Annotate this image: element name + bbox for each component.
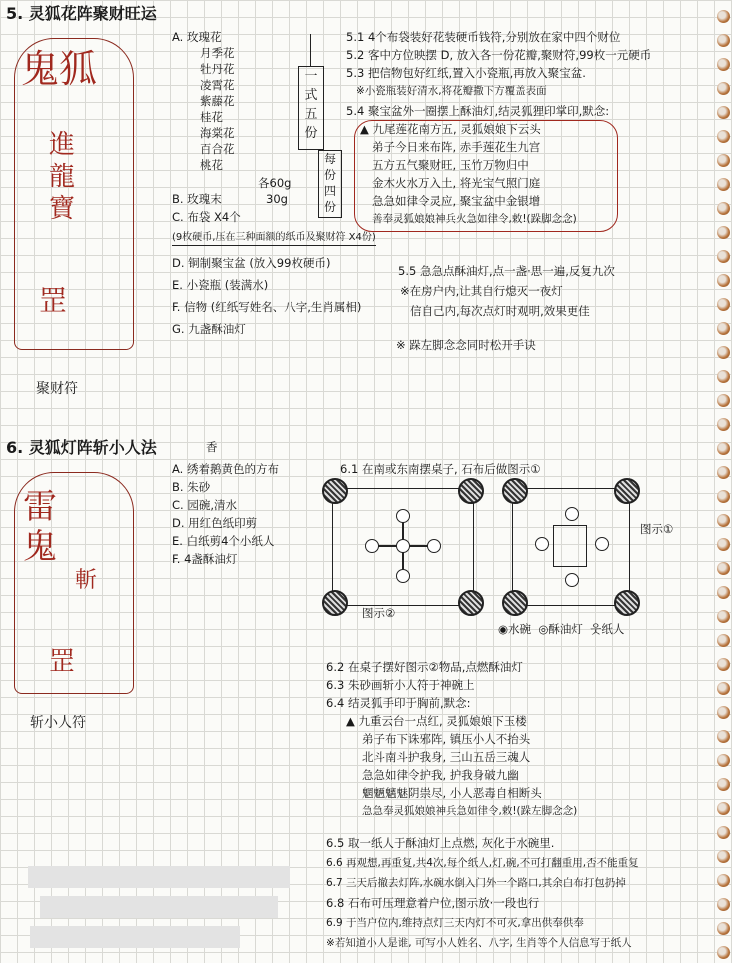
note: (9枚硬币,压在三种面额的纸币及聚财符 X4份) — [172, 230, 376, 246]
list-item: 月季花 — [200, 46, 235, 60]
list-item: G. 九盏酥油灯 — [172, 322, 246, 336]
redacted-block — [30, 926, 240, 948]
legend-label: 纸人 — [601, 622, 625, 636]
step-line: 信自己内,每次点灯时观明,效果更佳 — [410, 304, 590, 318]
binding-ring — [717, 946, 730, 959]
list-item: B. 朱砂 — [172, 480, 211, 494]
lamp-icon — [458, 478, 484, 504]
lamp-icon — [458, 590, 484, 616]
binding-ring — [717, 514, 730, 527]
binding-ring — [717, 922, 730, 935]
binding-ring — [717, 682, 730, 695]
binding-ring — [717, 298, 730, 311]
binding-ring — [717, 82, 730, 95]
chant-line: 金木火水万入土, 将光宝气照门庭 — [372, 176, 541, 190]
talisman-curse — [14, 472, 134, 694]
lamp-icon — [614, 478, 640, 504]
binding-ring — [717, 730, 730, 743]
binding-ring — [717, 370, 730, 383]
list-item: E. 白纸剪4个小纸人 — [172, 534, 275, 548]
list-item: C. 布袋 X4个 — [172, 210, 241, 224]
chant-line: 弟子布下诛邪阵, 镇压小人不抬头 — [362, 732, 531, 746]
side-box: 一式五份 — [298, 66, 324, 150]
step-line: ※小瓷瓶装好清水,将花瓣撒下方覆盖表面 — [356, 85, 547, 97]
chant-line: 急急奉灵狐娘娘神兵急如律令,敕!(跺左脚念念) — [362, 805, 578, 817]
list-item: D. 用红色纸印剪 — [172, 516, 258, 530]
step-line: 6.2 在桌子摆好图示②物品,点燃酥油灯 — [326, 660, 523, 674]
talisman-caption: 聚财符 — [36, 381, 78, 397]
binding-ring — [717, 226, 730, 239]
binding-ring — [717, 490, 730, 503]
talisman-glyph: 進 龍 寶 — [49, 130, 76, 224]
binding-ring — [717, 346, 730, 359]
step-line: 5.2 客中方位映摆 D, 放入各一份花瓣,聚财符,99枚一元硬币 — [346, 48, 652, 62]
figure-table-left — [332, 488, 474, 606]
person-icon: 웃 — [590, 622, 602, 636]
talisman-caption: 斩小人符 — [30, 715, 86, 731]
figure-label: 图示② — [362, 606, 396, 620]
step-line: 5.1 4个布袋装好花装硬币钱符,分别放在家中四个财位 — [346, 30, 621, 44]
side-box: 每份四份 — [318, 150, 342, 218]
chant-line: 魍魉魑魅阴祟尽, 小人恶毒自相断头 — [362, 786, 542, 800]
redacted-block — [40, 896, 278, 918]
connector-line — [310, 34, 311, 66]
step-line: 5.4 聚宝盆外一圈摆上酥油灯,结灵狐狸印掌印,默念: — [346, 104, 610, 118]
list-item: 紫藤花 — [200, 94, 235, 108]
binding-ring — [717, 10, 730, 23]
list-item: F. 4盏酥油灯 — [172, 552, 238, 566]
lamp-icon: ◎ — [538, 622, 549, 636]
lamp-icon — [614, 590, 640, 616]
list-item: A. 绣着鹅黄色的方布 — [172, 462, 279, 476]
chant-line: 弟子今日来布阵, 赤手莲花生九宫 — [372, 140, 541, 154]
list-item: 桃花 — [200, 158, 223, 172]
step-line: ※在房户内,让其自行熄灭一夜灯 — [400, 284, 563, 298]
section6-title: 6. 灵狐灯阵斩小人法 — [6, 438, 157, 457]
talisman-glyph: 鬼狐 — [21, 47, 98, 91]
binding-ring — [717, 466, 730, 479]
lamp-icon — [322, 590, 348, 616]
step-line: 6.8 石布可压理意着户位,图示放·一段也行 — [326, 896, 540, 910]
list-item: F. 信物 (红纸写姓名、八字,生肖属相) — [172, 300, 362, 314]
binding-ring — [717, 322, 730, 335]
step-line: 6.3 朱砂画斩小人符于神碗上 — [326, 678, 475, 692]
diagram-title: 6.1 在南或东南摆桌子, 石布后做图示① — [340, 462, 541, 476]
binding-ring — [717, 130, 730, 143]
chant-line: ▲ 九尾莲花南方五, 灵狐娘娘下云头 — [360, 122, 541, 136]
tag: 香 — [206, 440, 218, 454]
talisman-glyph: 罡 — [49, 647, 76, 677]
binding-ring — [717, 418, 730, 431]
binding-ring — [717, 586, 730, 599]
binding-ring — [717, 754, 730, 767]
figure-label: 图示① — [640, 522, 674, 536]
list-item: A. 玫瑰花 — [172, 30, 222, 44]
binding-ring — [717, 154, 730, 167]
note: ※ 跺左脚念念同时松开手诀 — [396, 338, 536, 352]
lamp-icon — [322, 478, 348, 504]
binding-ring — [717, 562, 730, 575]
binding-ring — [717, 850, 730, 863]
section5-title: 5. 灵狐花阵聚财旺运 — [6, 4, 157, 23]
step-line: 6.9 于当户位内,维持点灯三天内灯不可灭,拿出供奉供奉 — [326, 917, 584, 929]
chant-line: 急急如律令灵应, 聚宝盆中金银增 — [372, 194, 541, 208]
binding-ring — [717, 442, 730, 455]
binding-ring — [717, 898, 730, 911]
binding-ring — [717, 58, 730, 71]
binding-ring — [717, 634, 730, 647]
list-item: 桂花 — [200, 110, 223, 124]
legend-label: 酥油灯 — [548, 622, 583, 636]
lamp-icon — [502, 590, 528, 616]
list-item: C. 园碗,清水 — [172, 498, 237, 512]
binding-ring — [717, 802, 730, 815]
list-item: D. 铜制聚宝盆 (放入99枚硬币) — [172, 256, 331, 270]
binding-ring — [717, 250, 730, 263]
step-line: ※若知道小人是谁, 可写小人姓名、八字, 生肖等个人信息写于纸人 — [326, 937, 632, 949]
bowl-icon — [396, 539, 410, 553]
chant-line: ▲ 九重云台一点红, 灵狐娘娘下玉楼 — [346, 714, 527, 728]
step-line: 5.3 把信物包好红纸,置入小瓷瓶,再放入聚宝盆. — [346, 66, 586, 80]
talisman-wealth — [14, 38, 134, 350]
legend — [498, 622, 624, 637]
step-line: 6.6 再观想,再重复,共4次,每个纸人,灯,碗,不可打翻重用,否不能重复 — [326, 857, 639, 869]
binding-ring — [717, 394, 730, 407]
list-item: 百合花 — [200, 142, 235, 156]
lamp-icon — [502, 478, 528, 504]
binding-ring — [717, 706, 730, 719]
figure-table-right — [512, 488, 630, 606]
chant-line: 急急如律令护我, 护我身破九幽 — [362, 768, 519, 782]
step-line: 6.5 取一纸人于酥油灯上点燃, 灰化于水碗里. — [326, 836, 555, 850]
list-item: 牡丹花 — [200, 62, 235, 76]
list-item: 凌霄花 — [200, 78, 235, 92]
binding-ring — [717, 202, 730, 215]
binding-ring — [717, 178, 730, 191]
talisman-glyph: 罡 — [39, 284, 68, 317]
spiral-binding — [712, 0, 732, 963]
binding-ring — [717, 658, 730, 671]
note: 各60g — [258, 176, 292, 190]
binding-ring — [717, 874, 730, 887]
binding-ring — [717, 34, 730, 47]
list-item: E. 小瓷瓶 (装满水) — [172, 278, 269, 292]
step-line: 6.7 三天后撤去灯阵,水碗水倒入门外一个路口,其余白布打包扔掉 — [326, 877, 626, 889]
binding-ring — [717, 826, 730, 839]
binding-ring — [717, 778, 730, 791]
binding-ring — [717, 610, 730, 623]
note: 30g — [266, 192, 288, 206]
talisman-glyph: 斬 — [75, 568, 98, 593]
binding-ring — [717, 538, 730, 551]
chant-line: 北斗南斗护我身, 三山五岳三魂人 — [362, 750, 531, 764]
list-item: B. 玫瑰末 — [172, 192, 222, 206]
chant-line: 善奉灵狐娘娘神兵火急如律令,敕!(跺脚念念) — [372, 213, 577, 225]
bowl-icon: ◉ — [498, 622, 509, 636]
chant-line: 五方五气聚财旺, 玉竹万物归中 — [372, 158, 529, 172]
binding-ring — [717, 106, 730, 119]
legend-label: 水碗 — [508, 622, 532, 636]
step-line: 6.4 结灵狐手印于胸前,默念: — [326, 696, 471, 710]
list-item: 海棠花 — [200, 126, 235, 140]
binding-ring — [717, 274, 730, 287]
redacted-block — [28, 866, 290, 888]
talisman-glyph: 雷 鬼 — [23, 487, 57, 567]
step-line: 5.5 急急点酥油灯,点一盏·思一遍,反复九次 — [398, 264, 615, 278]
